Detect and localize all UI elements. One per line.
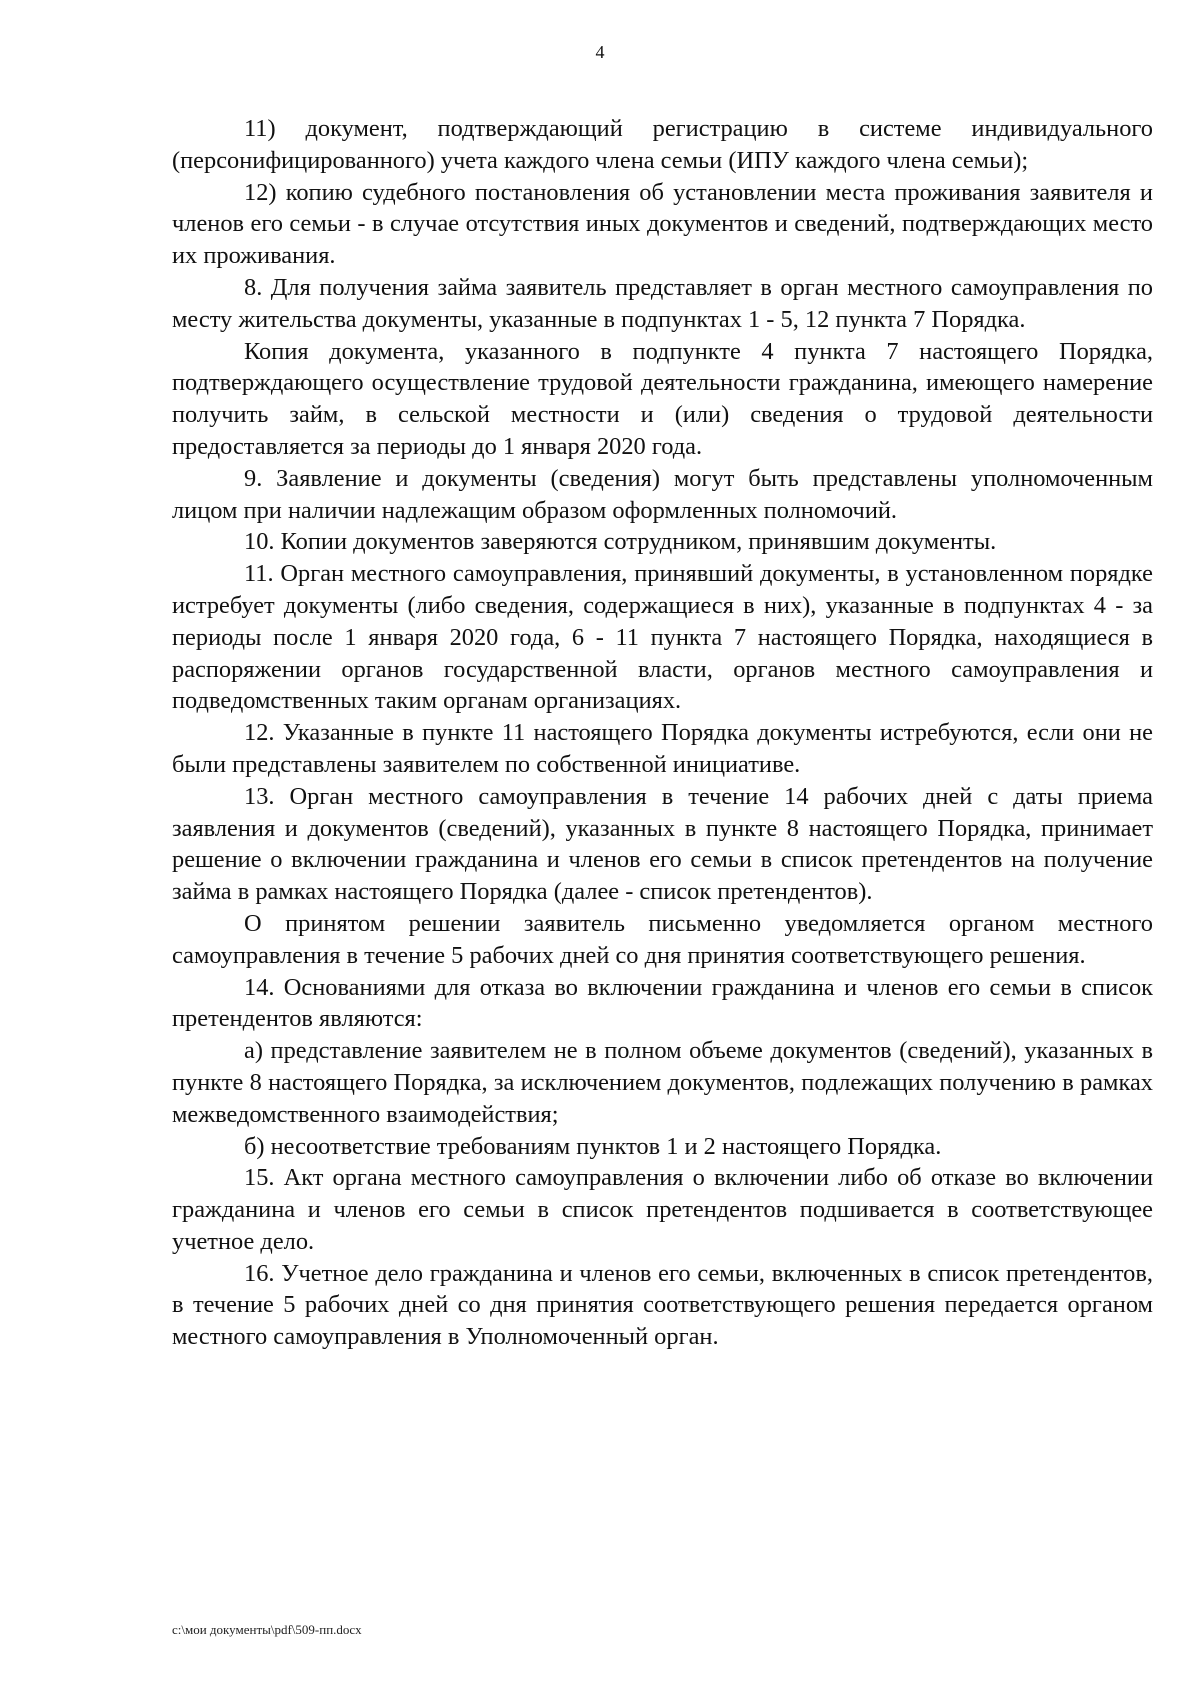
footer-file-path: c:\мои документы\pdf\509-пп.docx — [172, 1622, 362, 1637]
paragraph: О принятом решении заявитель письменно уведомляется органом местного самоуправления в течение 5 рабочих дней со дня принятия соответствующего решения. — [172, 909, 1153, 969]
page-number: 4 — [595, 42, 605, 62]
document-body — [172, 113, 1153, 1353]
paragraph: 8. Для получения займа заявитель представляет в орган местного самоуправления по месту жительства документы, указанные в подпунктах 1 - 5, 12 пункта 7 Порядка. — [172, 273, 1153, 333]
paragraph: 11. Орган местного самоуправления, принявший документы, в установленном порядке истребует документы (либо сведения, содержащиеся в них), указанные в подпунктах 4 - за периоды после 1 января 2020 года, 6 - 11 пункта 7 настоящего Порядка, находящиеся в распоряжении органов государственной власти, органов местного самоуправления и подведомственных таким органам организациях. — [172, 560, 1153, 715]
paragraph: 12. Указанные в пункте 11 настоящего Порядка документы истребуются, если они не были представлены заявителем по собственной инициативе. — [172, 719, 1153, 778]
paragraph: 14. Основаниями для отказа во включении гражданина и членов его семьи в список претендентов являются: — [172, 973, 1153, 1033]
paragraph: 11) документ, подтверждающий регистрацию в системе индивидуального (персонифицированного) учета каждого члена семьи (ИПУ каждого члена семьи); — [172, 115, 1153, 174]
paragraph: 16. Учетное дело гражданина и членов его семьи, включенных в список претендентов, в течение 5 рабочих дней со дня принятия соответствующего решения передается органом местного самоуправления в Уполномоченный орган. — [172, 1259, 1153, 1351]
paragraph: а) представление заявителем не в полном объеме документов (сведений), указанных в пункте 8 настоящего Порядка, за исключением документов, подлежащих получению в рамках межведомственного взаимодействия; — [172, 1037, 1153, 1128]
paragraph: Копия документа, указанного в подпункте 4 пункта 7 настоящего Порядка, подтверждающего осуществление трудовой деятельности гражданина, имеющего намерение получить займ, в сельской местности и (или) сведения о трудовой деятельности предоставляется за периоды до 1 января 2020 года. — [172, 337, 1153, 460]
paragraph: 9. Заявление и документы (сведения) могут быть представлены уполномоченным лицом при наличии надлежащим образом оформленных полномочий. — [172, 464, 1153, 524]
paragraph: 13. Орган местного самоуправления в течение 14 рабочих дней с даты приема заявления и документов (сведений), указанных в пункте 8 настоящего Порядка, принимает решение о включении гражданина и членов его семьи в список претендентов на получение займа в рамках настоящего Порядка (далее - список претендентов). — [172, 782, 1153, 906]
paragraph: 12) копию судебного постановления об установлении места проживания заявителя и членов его семьи - в случае отсутствия иных документов и сведений, подтверждающих место их проживания. — [172, 178, 1153, 270]
paragraph: б) несоответствие требованиям пунктов 1 и 2 настоящего Порядка. — [244, 1132, 942, 1160]
paragraph: 15. Акт органа местного самоуправления о включении либо об отказе во включении гражданина и членов его семьи в список претендентов подшивается в соответствующее учетное дело. — [172, 1164, 1153, 1255]
paragraph: 10. Копии документов заверяются сотрудником, принявшим документы. — [244, 528, 997, 556]
